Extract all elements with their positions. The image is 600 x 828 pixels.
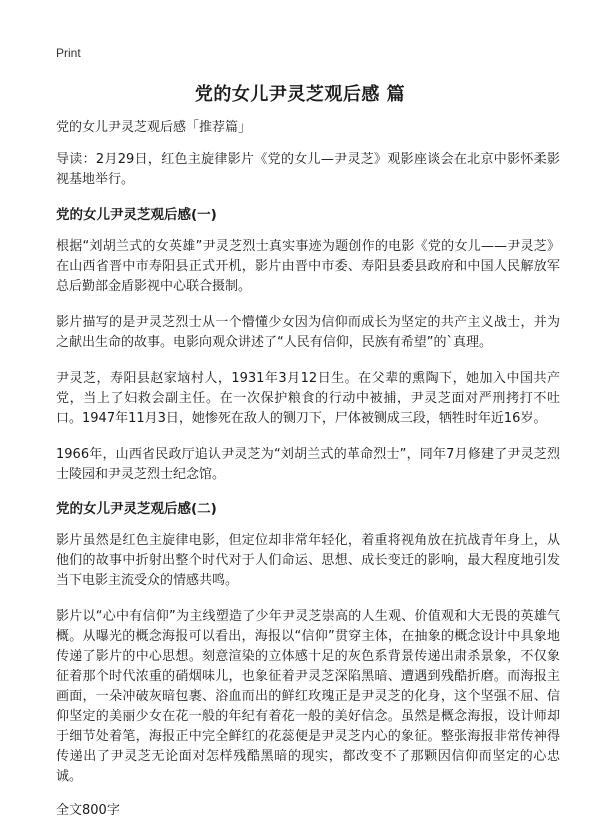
word-count: 全文800字 bbox=[56, 803, 120, 818]
paragraph: 影片描写的是尹灵芝烈士从一个懵懂少女因为信仰而成长为坚定的共产主义战士，并为之献出生命的故事。电影向观众讲述了“人民有信仰，民族有希望”的`真理。 bbox=[56, 315, 560, 350]
section-heading-1: 党的女儿尹灵芝观后感(一) bbox=[56, 207, 217, 223]
paragraph: 根据“刘胡兰式的女英雄”尹灵芝烈士真实事迹为题创作的电影《党的女儿——尹灵芝》在山西省晋中市寿阳县正式开机，影片由晋中市委、寿阳县委县政府和中国人民解放军总后勤部金盾影视中心联合摄制。 bbox=[56, 239, 560, 294]
page-title: 党的女儿尹灵芝观后感 篇 bbox=[194, 84, 406, 105]
paragraph: 影片以“心中有信仰”为主线塑造了少年尹灵芝崇高的人生观、价值观和大无畏的英雄气概。从曝光的概念海报可以看出，海报以“信仰”贯穿主体，在抽象的概念设计中具象地传递了影片的中心思想。刻意渲染的立体感十足的灰色系背景传递出肃杀景象，不仅象征着那个时代浓重的硝烟味儿，也象征着尹灵芝深陷黑暗、遭遇到残酷折磨。而海报主画面，一朵冲破灰暗包裹、浴血而出的鲜红玫瑰正是尹灵芝的化身，这个坚强不屈、信仰坚定的美丽少女在花一般的年纪有着花一般的美好信念。虽然是概念海报，设计师却于细节处着笔，海报正中完全鲜红的花蕊便是尹灵芝内心的象征。整张海报非常传神得传递出了尹灵芝无论面对怎样残酷黑暗的现实，都改变不了那颗因信仰而坚定的心忠诚。 bbox=[56, 609, 560, 784]
section-heading-2: 党的女儿尹灵芝观后感(二) bbox=[56, 501, 217, 517]
paragraph: 尹灵芝，寿阳县赵家垴村人，1931年3月12日生。在父辈的熏陶下，她加入中国共产党，当上了妇救会副主任。在一次保护粮食的行动中被捕，尹灵芝面对严刑拷打不吐口。1947年11月3日，她惨死在敌人的铡刀下，尸体被铡成三段，牺牲时年近16岁。 bbox=[56, 371, 560, 426]
paragraph: 1966年，山西省民政厅追认尹灵芝为“刘胡兰式的革命烈士”，同年7月修建了尹灵芝烈士陵园和尹灵芝烈士纪念馆。 bbox=[56, 447, 560, 482]
article-lead: 导读：2月29日，红色主旋律影片《党的女儿—尹灵芝》观影座谈会在北京中影怀柔影视基地举行。 bbox=[56, 152, 560, 187]
article-subtitle: 党的女儿尹灵芝观后感「推荐篇」 bbox=[56, 120, 252, 135]
article-body bbox=[56, 118, 560, 821]
print-link[interactable]: Print bbox=[56, 46, 81, 60]
paragraph: 影片虽然是红色主旋律电影，但定位却非常年轻化，着重将视角放在抗战青年身上，从他们的故事中折射出整个时代对于人们命运、思想、成长变迁的影响，最大程度地引发当下电影主流受众的情感共鸣。 bbox=[56, 533, 560, 588]
